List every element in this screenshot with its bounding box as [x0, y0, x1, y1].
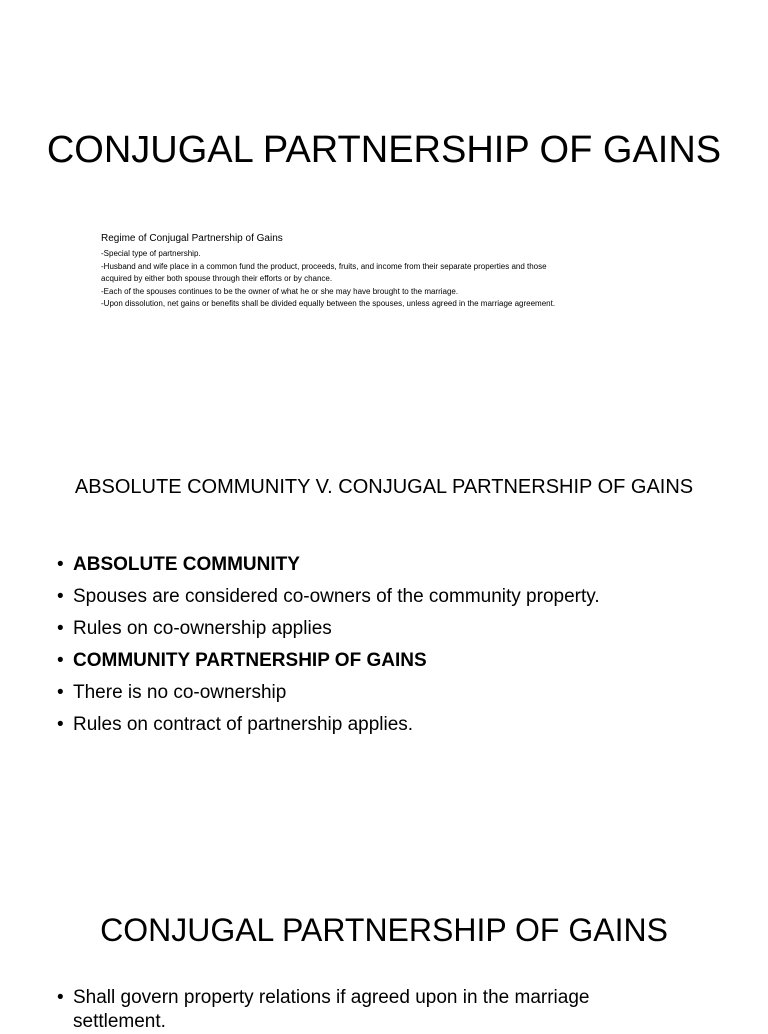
bullet-item: [57, 681, 737, 705]
slide-2-title: ABSOLUTE COMMUNITY V. CONJUGAL PARTNERSHIP OF GAINS: [74, 476, 694, 498]
bullet-icon: •: [57, 554, 64, 575]
bullet-text: ABSOLUTE COMMUNITY: [73, 554, 300, 575]
notes-line: -Each of the spouses continues to be the owner of what he or she may have brought to the marriage.: [101, 286, 459, 296]
bullet-icon: •: [57, 987, 64, 1008]
bullet-text: Rules on co-ownership applies: [73, 618, 332, 639]
notes-line: -Special type of partnership.: [101, 249, 201, 258]
slide-2-bullet-list: [57, 553, 737, 745]
bullet-text: Spouses are considered co-owners of the community property.: [73, 586, 600, 607]
bullet-text: Shall govern property relations if agreed upon in the marriage settlement.: [73, 987, 590, 1032]
slide-3-bullet-list: [57, 986, 657, 1034]
bullet-icon: •: [57, 682, 64, 703]
slide-3-title: CONJUGAL PARTNERSHIP OF GAINS: [100, 912, 668, 948]
bullet-text: There is no co-ownership: [73, 682, 287, 703]
notes-line: acquired by either both spouse through their efforts or by chance.: [101, 274, 333, 283]
notes-heading: Regime of Conjugal Partnership of Gains: [101, 233, 283, 244]
notes-line: -Upon dissolution, net gains or benefits shall be divided equally between the spouses, unless agreed in the marriage agreement.: [101, 299, 556, 308]
bullet-icon: •: [57, 650, 64, 671]
bullet-icon: •: [57, 714, 64, 735]
bullet-item: [57, 617, 737, 641]
bullet-item: [57, 986, 657, 1034]
bullet-item: [57, 713, 737, 737]
bullet-item: [57, 649, 737, 673]
slide-1-notes: [101, 232, 661, 311]
notes-line: -Husband and wife place in a common fund the product, proceeds, fruits, and income from their separate properties and those: [101, 261, 547, 271]
bullet-text: Rules on contract of partnership applies.: [73, 714, 414, 735]
bullet-icon: •: [57, 586, 64, 607]
bullet-item: [57, 553, 737, 577]
bullet-text: COMMUNITY PARTNERSHIP OF GAINS: [73, 650, 427, 671]
bullet-icon: •: [57, 618, 64, 639]
bullet-item: [57, 585, 737, 609]
slide-1-title: CONJUGAL PARTNERSHIP OF GAINS: [46, 129, 722, 171]
